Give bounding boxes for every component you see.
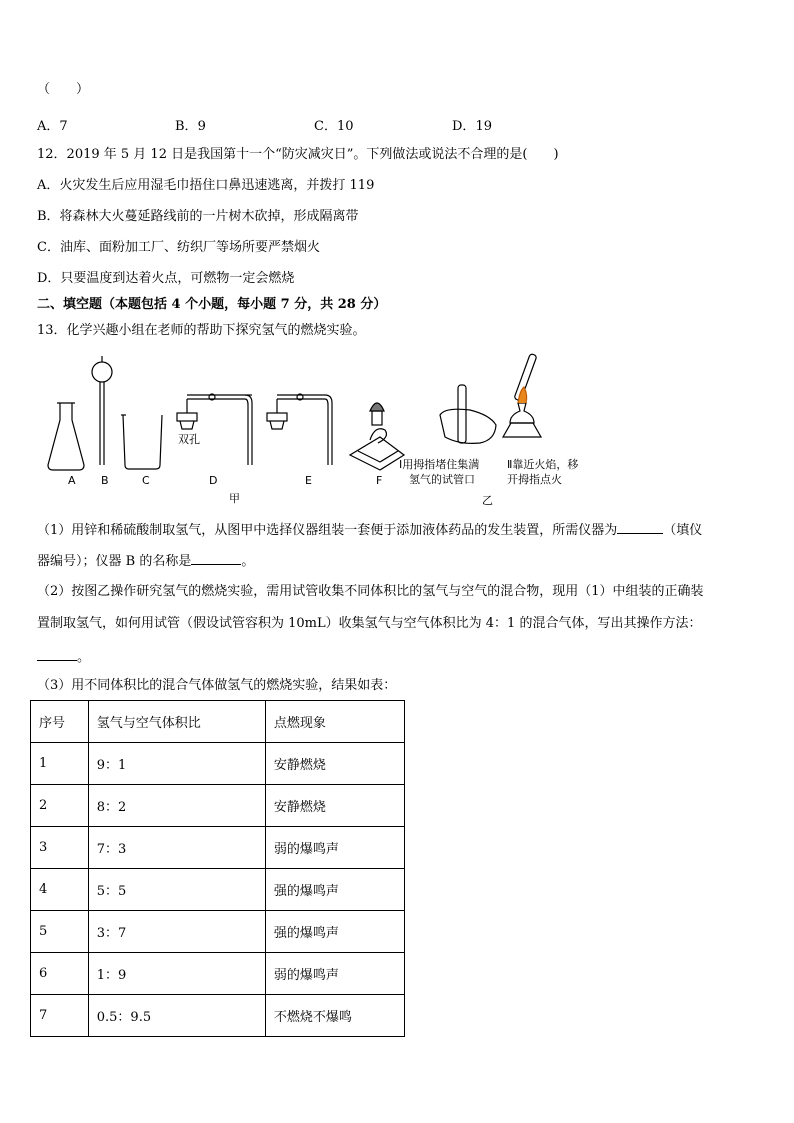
funnel-icon <box>92 356 112 465</box>
q13-part1-line1: （1）用锌和稀硫酸制取氢气，从图甲中选择仪器组装一套便于添加液体药品的发生装置，所需仪器为 （填仪 <box>37 520 702 540</box>
cell-phenomenon: 强的爆鸣声 <box>265 911 404 953</box>
cell-index: 5 <box>31 911 89 953</box>
table-row <box>31 827 405 869</box>
q12-option-c: C．油库、面粉加工厂、纺织厂等场所要严禁烟火 <box>37 240 320 255</box>
table-row <box>31 995 405 1037</box>
hand-test-tube-icon <box>440 385 496 443</box>
answer-blank-3[interactable] <box>37 647 77 661</box>
cell-index: 4 <box>31 869 89 911</box>
header-phenomenon: 点燃现象 <box>265 701 404 743</box>
q12-option-b: B．将森林大火蔓延路线前的一片树木砍掉，形成隔离带 <box>37 209 359 224</box>
q11-option-c: C．10 <box>314 119 354 134</box>
cell-index: 1 <box>31 743 89 785</box>
apparatus-figure <box>40 345 600 510</box>
q13-part2-line3: 。 <box>37 647 90 667</box>
q13-part2-line1: （2）按图乙操作研究氢气的燃烧实验，需用试管收集不同体积比的氢气与空气的混合物，现用（1）中组装的正确装 <box>37 584 704 599</box>
cell-phenomenon: 安静燃烧 <box>265 743 404 785</box>
cell-phenomenon: 安静燃烧 <box>265 785 404 827</box>
cell-index: 7 <box>31 995 89 1037</box>
beaker-icon <box>121 415 162 469</box>
section-title: 二、填空题（本题包括 4 个小题，每小题 7 分，共 28 分） <box>37 297 387 312</box>
cell-ratio: 5：5 <box>88 869 265 911</box>
stopper-tube-e-icon <box>267 394 332 465</box>
label-jia: 甲 <box>229 492 240 505</box>
label-c: C <box>142 474 150 487</box>
q12-option-d: D．只要温度到达着火点，可燃物一定会燃烧 <box>37 271 295 286</box>
cell-ratio: 0.5：9.5 <box>88 995 265 1037</box>
cell-ratio: 7：3 <box>88 827 265 869</box>
cell-phenomenon: 强的爆鸣声 <box>265 869 404 911</box>
q11-option-b: B．9 <box>175 119 206 134</box>
q11-option-d: D．19 <box>452 119 492 134</box>
q13-part2-line2: 置制取氢气，如何用试管（假设试管容积为 10mL）收集氢气与空气体积比为 4：1 的混合气体，写出其操作方法： <box>37 616 702 631</box>
q12-option-a: A．火灾发生后应用湿毛巾捂住口鼻迅速逃离，并拨打 119 <box>37 178 375 193</box>
label-f: F <box>376 474 383 487</box>
label-b: B <box>101 474 109 487</box>
q13-stem: 13．化学兴趣小组在老师的帮助下探究氢气的燃烧实验。 <box>37 323 366 338</box>
apparatus-f-icon <box>350 403 404 470</box>
q13-part1-line2: 器编号）；仪器 B 的名称是 。 <box>37 551 254 571</box>
label-yi: 乙 <box>482 494 493 507</box>
q12-stem: 12．2019 年 5 月 12 日是我国第十一个“防灾减灾日”。下列做法或说法不合理的是( ) <box>37 147 559 162</box>
answer-blank-1[interactable] <box>617 520 663 534</box>
label-step2: Ⅱ靠近火焰，移 开拇指点火 <box>507 458 579 486</box>
table-row <box>31 953 405 995</box>
table-row <box>31 785 405 827</box>
stopper-tube-d-icon <box>177 394 252 465</box>
cell-ratio: 1：9 <box>88 953 265 995</box>
cell-ratio: 8：2 <box>88 785 265 827</box>
label-d: D <box>209 474 218 487</box>
cell-index: 6 <box>31 953 89 995</box>
cell-phenomenon: 不燃烧不爆鸣 <box>265 995 404 1037</box>
label-a: A <box>68 474 76 487</box>
label-shuangkong: 双孔 <box>178 433 200 446</box>
cell-index: 3 <box>31 827 89 869</box>
cell-index: 2 <box>31 785 89 827</box>
alcohol-lamp-icon <box>503 353 541 437</box>
table-row <box>31 911 405 953</box>
q11-paren: （ ） <box>37 82 90 97</box>
q11-option-a: A．7 <box>37 119 68 134</box>
header-ratio: 氢气与空气体积比 <box>88 701 265 743</box>
table-row <box>31 869 405 911</box>
table-header-row <box>31 701 405 743</box>
results-table <box>30 700 405 1037</box>
cell-ratio: 9：1 <box>88 743 265 785</box>
cell-ratio: 3：7 <box>88 911 265 953</box>
header-index: 序号 <box>31 701 89 743</box>
label-e: E <box>305 474 312 487</box>
answer-blank-2[interactable] <box>191 551 241 565</box>
cell-phenomenon: 弱的爆鸣声 <box>265 953 404 995</box>
label-step1: Ⅰ用拇指堵住集满 氢气的试管口 <box>399 458 480 486</box>
conical-flask-icon <box>48 403 84 470</box>
table-row <box>31 743 405 785</box>
cell-phenomenon: 弱的爆鸣声 <box>265 827 404 869</box>
q13-part3: （3）用不同体积比的混合气体做氢气的燃烧实验，结果如表： <box>37 678 397 693</box>
